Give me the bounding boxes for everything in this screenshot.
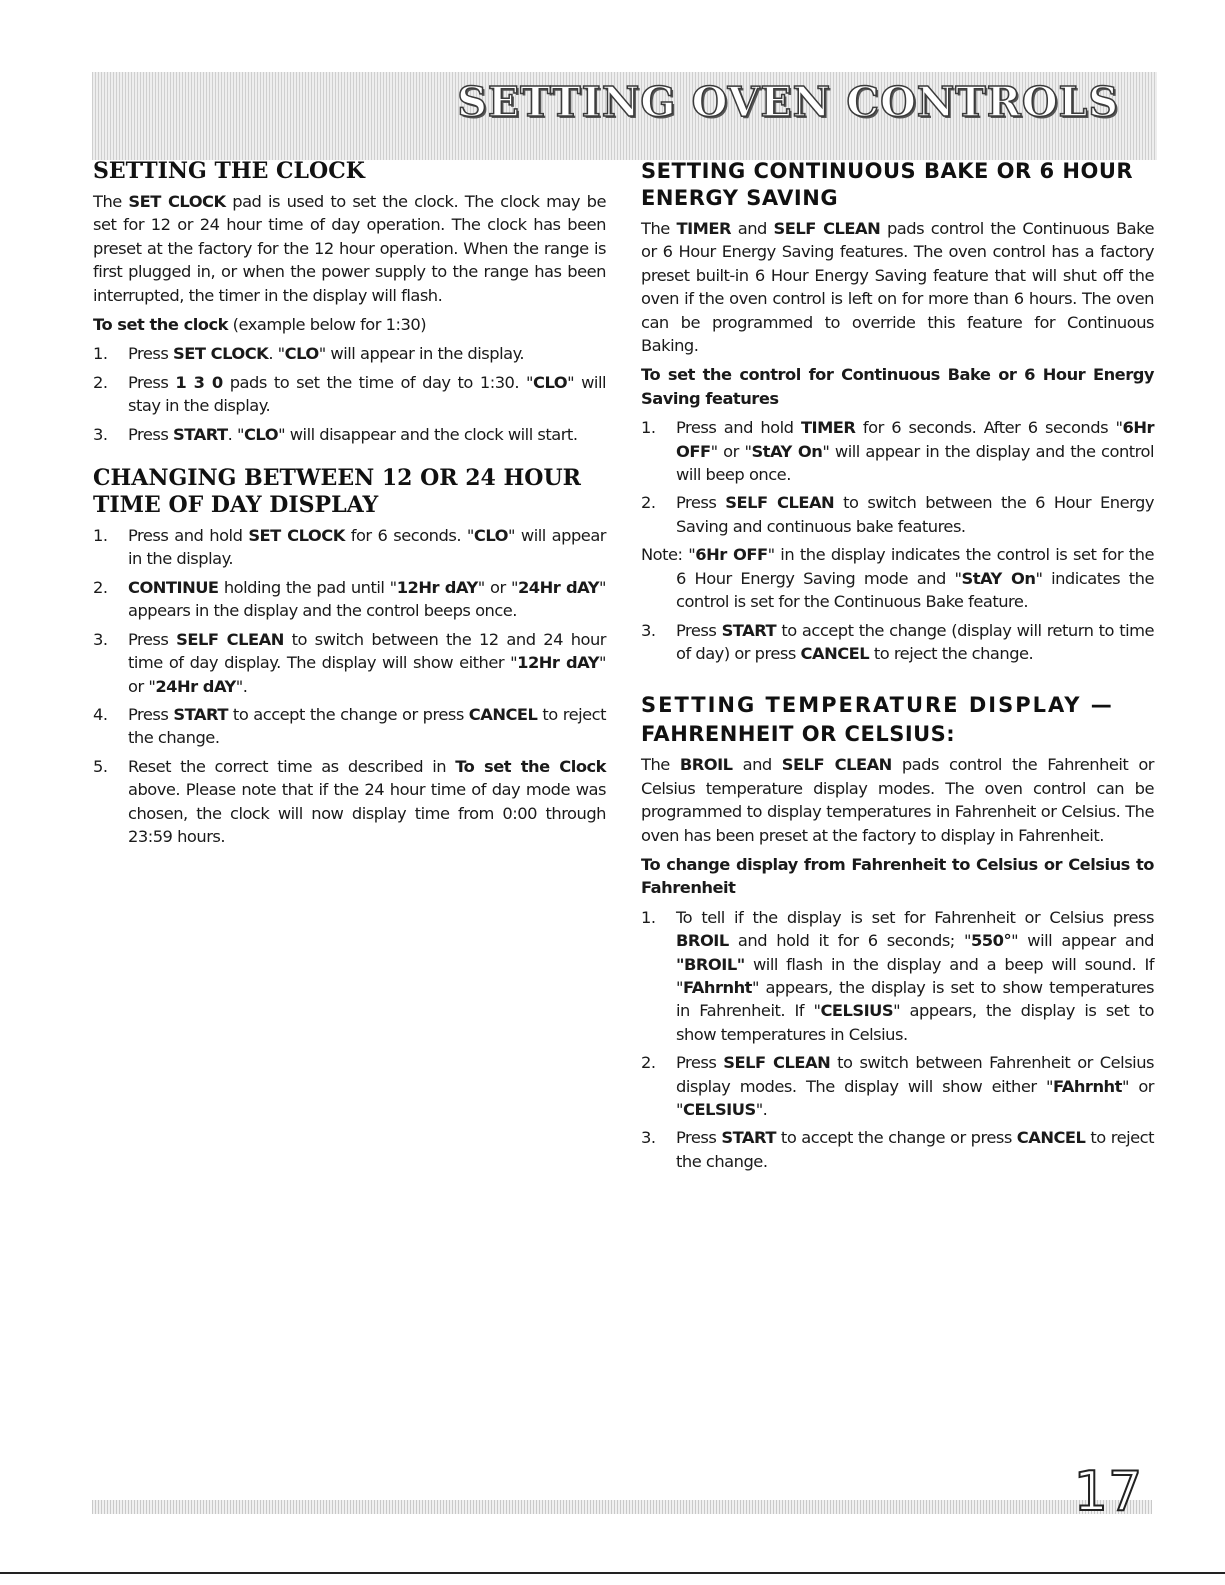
list-item: 3. Press START to accept the change or press CANCEL to reject the change. xyxy=(641,1128,1154,1171)
list-item: 3. Press START. "CLO" will disappear and the clock will start. xyxy=(93,424,578,444)
header-banner xyxy=(92,72,1157,160)
clock-intro-paragraph: The SET CLOCK pad is used to set the clock. The clock may be set for 12 or 24 hour time of day operation. The clock has been preset at the factory for the 12 hour operation. When the range is first plugged in, or when the power supply to the range has been interrupted, the timer in the display will flash. xyxy=(93,192,607,305)
list-item: 2. Press SELF CLEAN to switch between Fahrenheit or Celsius display modes. The display will show either "FAhrnht" or "CELSIUS". xyxy=(641,1053,1154,1119)
temperature-intro: The BROIL and SELF CLEAN pads control the Fahrenheit or Celsius temperature display modes. The oven control can be programmed to display temperatures in Fahrenheit or Celsius. The oven has been preset at the factory to display in Fahrenheit. xyxy=(641,755,1154,845)
list-item: 1. Press and hold TIMER for 6 seconds. After 6 seconds "6Hr OFF" or "StAY On" will appear in the display and the control will beep once. xyxy=(641,418,1154,485)
list-item: 5. Reset the correct time as described in To set the Clock above. Please note that if the 24 hour time of day mode was chosen, the clock will now display time from 0:00 through 23:59 hours. xyxy=(93,756,606,846)
list-item: 3. Press SELF CLEAN to switch between the 12 and 24 hour time of day display. The display will show either "12Hr dAY" or "24Hr dAY". xyxy=(93,629,606,696)
heading-fahrenheit-celsius: FAHRENHEIT OR CELSIUS: xyxy=(641,722,956,747)
continuous-bake-intro: The TIMER and SELF CLEAN pads control the Continuous Bake or 6 Hour Energy Saving features. The oven control has a factory preset built-in 6 Hour Energy Saving feature that will shut off the oven if the oven control is left on for more than 6 hours. The oven can be programmed to override this feature for Continuous Baking. xyxy=(641,219,1154,356)
heading-continuous-bake: SETTING CONTINUOUS BAKE OR 6 HOUR ENERGY SAVING xyxy=(641,159,1134,210)
page-number: 17 xyxy=(1073,1460,1143,1523)
heading-temperature-display: SETTING TEMPERATURE DISPLAY — xyxy=(641,693,1114,718)
continuous-bake-steps-cont xyxy=(641,619,1154,666)
continuous-bake-steps xyxy=(641,416,1154,538)
temperature-subheading: To change display from Fahrenheit to Celsius or Celsius to Fahrenheit xyxy=(641,854,1154,898)
list-item: 2. Press 1 3 0 pads to set the time of day to 1:30. "CLO" will stay in the display. xyxy=(93,372,606,416)
list-item: 1. Press and hold SET CLOCK for 6 seconds. "CLO" will appear in the display. xyxy=(93,526,606,569)
list-item: 1. To tell if the display is set for Fahrenheit or Celsius press BROIL and hold it for 6 seconds; "550°" will appear and "BROIL" will flash in the display and a beep will sound. If "FAhrnht" appears, the display is set to show temperatures in Fahrenheit. If "CELSIUS" appears, the display is set to show temperatures in Celsius. xyxy=(641,907,1154,1044)
energy-saving-note: Note: "6Hr OFF" in the display indicates the control is set for the 6 Hour Energy Saving mode and "StAY On" indicates the control is set for the Continuous Bake feature. xyxy=(641,545,1154,612)
clock-steps xyxy=(93,342,606,446)
page-bottom-edge xyxy=(0,1572,1225,1574)
clock-subheading: To set the clock (example below for 1:30) xyxy=(93,315,427,335)
left-column xyxy=(93,158,606,853)
page-title: SETTING OVEN CONTROLS xyxy=(457,78,1119,126)
right-column xyxy=(641,158,1154,1178)
footer-bar xyxy=(92,1500,1152,1514)
heading-setting-the-clock: SETTING THE CLOCK xyxy=(93,158,365,184)
list-item: 2. CONTINUE holding the pad until "12Hr dAY" or "24Hr dAY" appears in the display and the control beeps once. xyxy=(93,577,607,621)
continuous-bake-subheading: To set the control for Continuous Bake or 6 Hour Energy Saving features xyxy=(641,365,1154,408)
list-item: 1. Press SET CLOCK. "CLO" will appear in the display. xyxy=(93,344,525,364)
heading-changing-time-display: CHANGING BETWEEN 12 OR 24 HOUR TIME OF DAY DISPLAY xyxy=(93,465,581,519)
temperature-steps xyxy=(641,906,1154,1173)
list-item: 4. Press START to accept the change or press CANCEL to reject the change. xyxy=(93,704,606,748)
list-item: 2. Press SELF CLEAN to switch between the 6 Hour Energy Saving and continuous bake features. xyxy=(641,493,1155,536)
list-item: 3. Press START to accept the change (display will return to time of day) or press CANCEL to reject the change. xyxy=(641,620,1155,663)
time-display-steps xyxy=(93,524,606,848)
